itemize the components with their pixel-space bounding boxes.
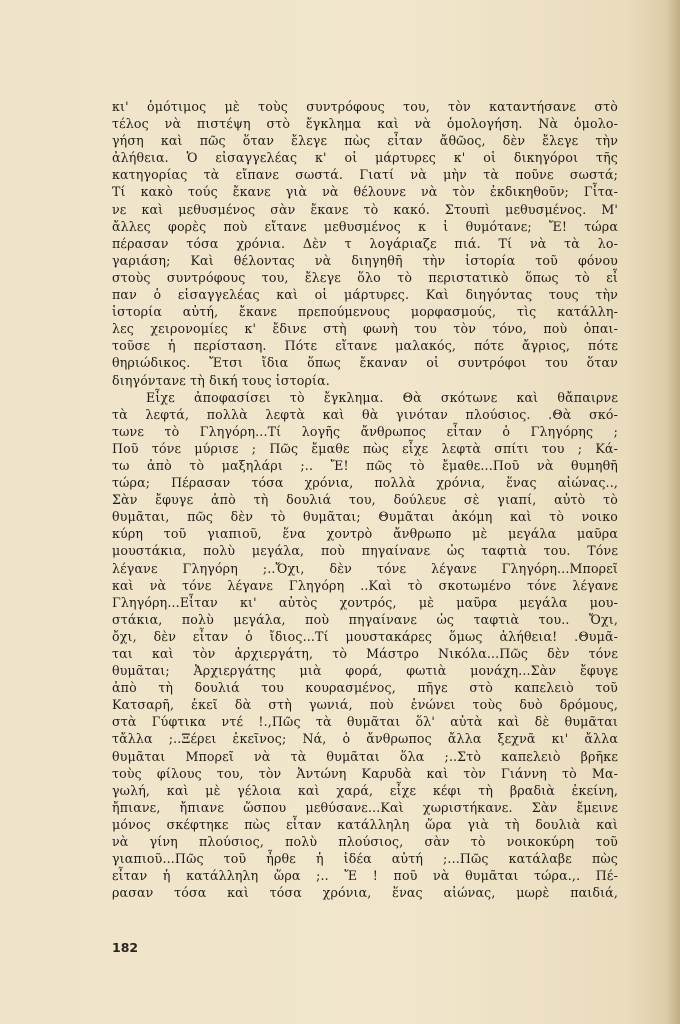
- text-line: θυμᾶται; Ἀρχιεργάτης μιὰ φορά, φωτιὰ μονάχη...Σὰν ἔφυγε: [112, 663, 618, 679]
- text-line: ρασαν τόσα καὶ τόσα χρόνια, ἕνας αἰώνας, μωρὲ παιδιά,: [112, 885, 618, 901]
- text-line: κατηγορίας τὰ εἴπανε σωστά. Γιατί νὰ μὴν τὰ ποῦνε σωστά;: [112, 167, 618, 183]
- text-line: ἤπιανε, ἤπιανε ὥσπου μεθύσανε...Καὶ χωριστήκανε. Σὰν ἔμεινε: [112, 799, 618, 815]
- text-line: λέγανε Γληγόρη ;..Ὄχι, δὲν τόνε λέγανε Γληγόρη...Μπορεῖ: [112, 560, 618, 576]
- text-line: θυμᾶται Μπορεῖ νὰ τὰ θυμᾶται ὅλα ;..Στὸ καπελειὸ βρῆκε: [112, 748, 618, 764]
- paragraph-start-line: Εἶχε ἀποφασίσει τὸ ἔγκλημα. Θὰ σκότωνε καὶ θἄπαιρνε: [146, 389, 618, 405]
- text-line: Κατσαρῆ, ἐκεῖ δὰ στὴ γωνιά, ποὺ ἑνώνει τοὺς δυὸ δρόμους,: [112, 697, 618, 713]
- text-line: νε καὶ μεθυσμένος σὰν ἔκανε τὸ κακό. Στουπὶ μεθυσμένος. Μ': [112, 201, 618, 217]
- text-line: Τί κακὸ τούς ἔκανε γιὰ νὰ θέλουνε νὰ τὸν ἐκδικηθοῦν; Γἶτα-: [112, 184, 618, 200]
- text-line: ὄχι, δὲν εἶταν ὁ ἴδιος...Τί μουστακάρες ὅμως ἀλήθεια! .Θυμᾶ-: [112, 628, 618, 644]
- text-line: τω ἀπὸ τὸ μαξηλάρι ;.. Ἔ! πῶς τὸ ἔμαθε...Ποῦ νὰ θυμηθῆ: [112, 457, 618, 473]
- text-line: τἄλλα ;..Ξέρει ἐκεῖνος; Νά, ὁ ἄνθρωπος ἄλλα ξεχνᾶ κι' ἄλλα: [112, 731, 618, 747]
- text-line: νὰ γίνη πλούσιος, πολὺ πλούσιος, σὰν τὸ νοικοκύρη τοῦ: [112, 834, 618, 850]
- text-line: Γληγόρη...Εἶταν κι' αὐτὸς χοντρός, μὲ μαῦρα μεγάλα μου-: [112, 594, 618, 610]
- text-line: ἱστορία αὐτή, ἔκανε πρεπούμενους μορφασμούς, τὶς κατάλλη-: [112, 304, 618, 320]
- page-number: 182: [112, 940, 139, 955]
- text-line: πέρασαν τόσα χρόνια. Δὲν τ λογάριαζε πιά. Τί νὰ τὰ λο-: [112, 235, 618, 251]
- text-line: στοὺς συντρόφους του, ἔλεγε ὅλο τὸ περιστατικὸ ὅπως τὸ εἶ: [112, 269, 618, 285]
- text-line: θηριώδικος. Ἔτσι ἴδια ὅπως ἔκαναν οἱ συντρόφοι του ὅταν: [112, 355, 618, 371]
- text-line: στάκια, πολὺ μεγάλα, ποὺ πηγαίνανε ὡς ταφτιὰ του.. Ὄχι,: [112, 611, 618, 627]
- text-line: μουστάκια, πολὺ μεγάλα, ποὺ πηγαίνανε ὡς ταφτιὰ του. Τόνε: [112, 543, 618, 559]
- text-line: γήση καὶ πῶς ὅταν ἔλεγε πὼς εἶταν ἄθῶος, δὲν ἔλεγε τὴν: [112, 133, 618, 149]
- text-line: παν ὁ εἰσαγγελέας καὶ οἱ μάρτυρες. Καὶ διηγόντας τους τὴν: [112, 287, 618, 303]
- text-line: τοὺς φίλους του, τὸν Ἀντώνη Καρυδὰ καὶ τὸν Γιάννη τὸ Μα-: [112, 765, 618, 781]
- text-line: γιαπιοῦ...Πῶς τοῦ ἦρθε ἡ ἰδέα αὐτή ;...Πῶς κατάλαβε πὼς: [112, 851, 618, 867]
- text-line: εἶταν ἡ κατάλληλη ὥρα ;.. Ἔ ! ποῦ νὰ θυμᾶται τώρα.,. Πέ-: [112, 868, 618, 884]
- text-line: τοῦσε ἡ περίσταση. Πότε εἴτανε μαλακός, πότε ἄγριος, πότε: [112, 338, 618, 354]
- text-line: γωλή, καὶ μὲ γέλοια καὶ χαρά, εἶχε κέφι τὴ βραδιὰ ἐκείνη,: [112, 782, 618, 798]
- text-line: τέλος νὰ πιστέψη στὸ ἔγκλημα καὶ νὰ ὁμολογήση. Νὰ ὁμολο-: [112, 116, 618, 132]
- text-line: ἀλήθεια. Ὁ εἰσαγγελέας κ' οἱ μάρτυρες κ' οἱ δικηγόροι τῆς: [112, 150, 618, 166]
- text-line: ται καὶ τὸν ἀρχιεργάτη, τὸ Μάστρο Νικόλα...Πῶς δὲν τόνε: [112, 646, 618, 661]
- paragraph-end-line: διηγόντανε τὴ δική τους ἱστορία.: [112, 372, 330, 388]
- text-line: Σὰν ἔφυγε ἀπὸ τὴ δουλιά του, δούλευε σὲ γιαπί, αὐτὸ τὸ: [112, 492, 618, 508]
- text-line: στὰ Γύφτικα ντέ !.,Πῶς τὰ θυμᾶται ὅλ' αὐτὰ καὶ δὲ θυμᾶται: [112, 714, 618, 730]
- text-line: γαριάση; Καὶ θέλοντας νὰ διηγηθῆ τὴν ἱστορία τοῦ φόνου: [112, 252, 618, 268]
- text-line: τώρα; Πέρασαν τόσα χρόνια, πολλὰ χρόνια, ἕνας αἰώνας..,: [112, 475, 618, 491]
- text-line: Ποῦ τόνε μύρισε ; Πῶς ἔμαθε πὼς εἶχε λεφτὰ σπίτι του ; Κά-: [112, 440, 618, 456]
- text-line: θυμᾶται, πῶς δὲν τὸ θυμᾶται; Θυμᾶται ἀκόμη καὶ τὸ νοικο: [112, 509, 618, 525]
- text-line: καὶ νὰ τόνε λέγανε Γληγόρη ..Καὶ τὸ σκοτωμένο τόνε λέγανε: [112, 577, 618, 593]
- text-line: κι' ὁμότιμος μὲ τοὺς συντρόφους του, τὸν καταντήσανε στὸ: [112, 99, 618, 114]
- text-line: τὰ λεφτά, πολλὰ λεφτὰ καὶ θὰ γινόταν πλούσιος. .Θὰ σκό-: [112, 406, 618, 422]
- body-text: [112, 98, 618, 901]
- text-line: τωνε τὸ Γληγόρη...Τί λογῆς ἄνθρωπος εἶταν ὁ Γληγόρης ;: [112, 423, 618, 439]
- text-line: κύρη τοῦ γιαπιοῦ, ἕνα χοντρὸ ἄνθρωπο μὲ μεγάλα μαῦρα: [112, 526, 618, 542]
- page-edge-shadow: [666, 0, 680, 1024]
- text-line: μόνος σκέφτηκε πὼς εἶταν κατάλληλη ὥρα γιὰ τὴ δουλιὰ καὶ: [112, 816, 618, 832]
- text-line: λες χειρονομίες κ' ἔδινε στὴ φωνὴ του τὸν τόνο, ποὺ ὁπαι-: [112, 321, 618, 337]
- text-line: ἀπὸ τὴ δουλιά του κουρασμένος, πῆγε στὸ καπελειὸ τοῦ: [112, 680, 618, 696]
- text-line: ἄλλες φορὲς ποὺ εἴτανε μεθυσμένος κ ἱ θυμότανε; Ἔ! τώρα: [112, 218, 618, 234]
